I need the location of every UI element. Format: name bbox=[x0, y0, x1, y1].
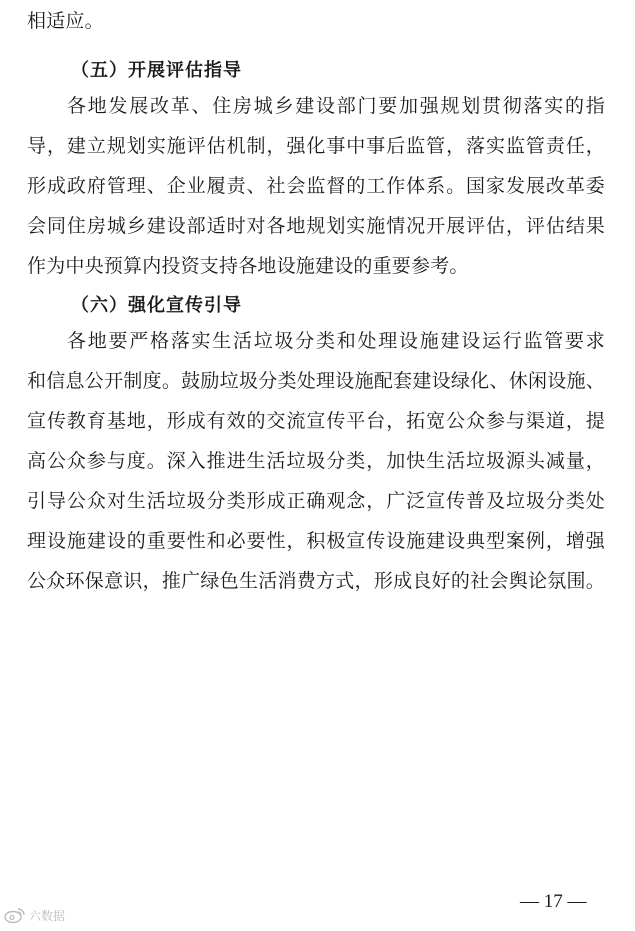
watermark-text: 六数据 bbox=[29, 908, 66, 923]
section-5-heading: （五）开展评估指导 bbox=[71, 60, 242, 81]
watermark bbox=[4, 906, 65, 924]
section-5-paragraph-line: 形成政府管理、企业履责、社会监督的工作体系。国家发展改革委 bbox=[27, 175, 605, 197]
section-6-heading: （六）强化宣传引导 bbox=[71, 295, 242, 316]
section-6-paragraph-line: 公众环保意识，推广绿色生活消费方式，形成良好的社会舆论氛围。 bbox=[27, 570, 605, 592]
section-6-paragraph-line: 理设施建设的重要性和必要性，积极宣传设施建设典型案例，增强 bbox=[27, 530, 605, 552]
weibo-logo-icon bbox=[4, 906, 26, 924]
section-5-paragraph-line: 导，建立规划实施评估机制，强化事中事后监管，落实监管责任， bbox=[27, 135, 605, 157]
section-6-paragraph-line: 和信息公开制度。鼓励垃圾分类处理设施配套建设绿化、休闲设施、 bbox=[27, 370, 605, 392]
section-5-paragraph-line: 作为中央预算内投资支持各地设施建设的重要参考。 bbox=[27, 255, 469, 277]
continuation-text: 相适应。 bbox=[27, 10, 104, 32]
section-5-paragraph-line: 各地发展改革、住房城乡建设部门要加强规划贯彻落实的指 bbox=[67, 95, 605, 117]
section-6-paragraph-line: 引导公众对生活垃圾分类形成正确观念，广泛宣传普及垃圾分类处 bbox=[27, 490, 605, 512]
section-6-paragraph-line: 宣传教育基地，形成有效的交流宣传平台，拓宽公众参与渠道，提 bbox=[27, 410, 605, 432]
section-6-paragraph-line: 高公众参与度。深入推进生活垃圾分类，加快生活垃圾源头减量， bbox=[27, 450, 605, 472]
section-6-paragraph-line: 各地要严格落实生活垃圾分类和处理设施建设运行监管要求 bbox=[67, 330, 605, 352]
section-5-paragraph-line: 会同住房城乡建设部适时对各地规划实施情况开展评估，评估结果 bbox=[27, 215, 605, 237]
page-number: — 17 — bbox=[520, 891, 587, 912]
